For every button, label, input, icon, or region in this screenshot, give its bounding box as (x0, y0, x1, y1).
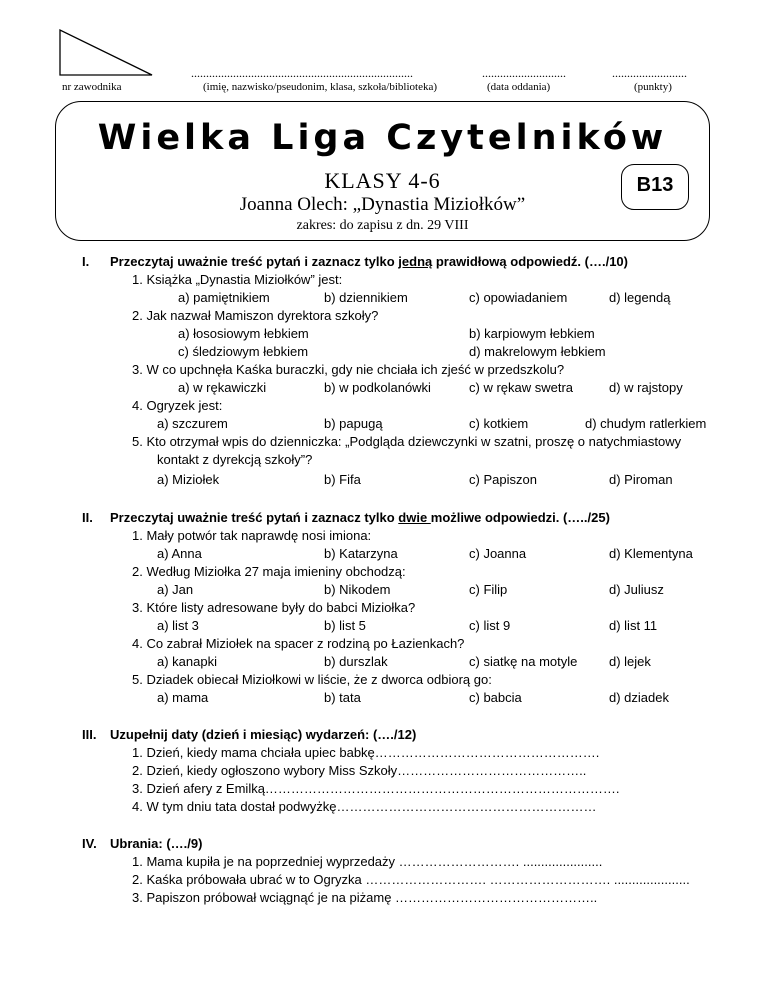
section2-number: II. (82, 510, 93, 525)
s2-q1-option-c[interactable]: c) Joanna (469, 546, 527, 561)
s2-q1-option-a[interactable]: a) Anna (157, 546, 202, 561)
s2-q1: 1. Mały potwór tak naprawdę nosi imiona: (132, 528, 372, 543)
s1-q1-option-c[interactable]: c) opowiadaniem (469, 290, 568, 305)
date-field-label: (data oddania) (487, 81, 551, 93)
s1-q1-option-a[interactable]: a) pamiętnikiem (178, 290, 270, 305)
page-title: Wielka Liga Czytelników (97, 118, 668, 158)
points-field-label: (punkty) (634, 81, 672, 93)
section3-instruction: Uzupełnij daty (dzień i miesiąc) wydarzeń: (…./12) (110, 727, 417, 742)
s1-q5-continued: kontakt z dyrekcją szkoły”? (157, 452, 313, 467)
s4-item-1[interactable]: 1. Mama kupiła je na poprzedniej wyprzedaży ………………………. ...................... (132, 854, 603, 869)
s1-q3-option-d[interactable]: d) w rajstopy (609, 380, 683, 395)
s3-item-1[interactable]: 1. Dzień, kiedy mama chciała upiec babkę……………………………………………. (132, 745, 600, 760)
contestant-number-label: nr zawodnika (62, 81, 122, 93)
s2-q3-option-d[interactable]: d) list 11 (609, 618, 658, 633)
s1-q2-option-c[interactable]: c) śledziowym łebkiem (178, 344, 309, 359)
s1-q2-option-d[interactable]: d) makrelowym łebkiem (469, 344, 606, 359)
corner-triangle-box (58, 28, 156, 78)
s2-q3-option-c[interactable]: c) list 9 (469, 618, 511, 633)
s1-q4-option-a[interactable]: a) szczurem (157, 416, 228, 431)
s2-q5-option-d[interactable]: d) dziadek (609, 690, 669, 705)
s1-q4: 4. Ogryzek jest: (132, 398, 223, 413)
s2-q1-option-d[interactable]: d) Klementyna (609, 546, 693, 561)
s1-q3-option-a[interactable]: a) w rękawiczki (178, 380, 267, 395)
s1-q2-option-a[interactable]: a) łososiowym łebkiem (178, 326, 309, 341)
s2-q1-option-b[interactable]: b) Katarzyna (324, 546, 398, 561)
s1-q3-option-c[interactable]: c) w rękaw swetra (469, 380, 574, 395)
s2-q4: 4. Co zabrał Miziołek na spacer z rodziną po Łazienkach? (132, 636, 465, 651)
s4-item-2[interactable]: 2. Kaśka próbowała ubrać w to Ogryzka ………………………. ………………………. ..................... (132, 872, 690, 887)
scope-note: zakres: do zapisu z dn. 29 VIII (296, 218, 469, 233)
s2-q2: 2. Według Miziołka 27 maja imieniny obchodzą: (132, 564, 406, 579)
s2-q2-option-d[interactable]: d) Juliusz (609, 582, 664, 597)
s1-q5-option-b[interactable]: b) Fifa (324, 472, 361, 487)
s3-item-3[interactable]: 3. Dzień afery z Emilką………………………………………………………………………. (132, 781, 620, 796)
s1-q2: 2. Jak nazwał Mamiszon dyrektora szkoły? (132, 308, 379, 323)
s1-q3: 3. W co upchnęła Kaśka buraczki, gdy nie chciała ich zjeść w przedszkolu? (132, 362, 565, 377)
code-badge-label: B13 (636, 174, 674, 196)
s1-q4-option-d[interactable]: d) chudym ratlerkiem (585, 416, 707, 431)
s1-q2-option-b[interactable]: b) karpiowym łebkiem (469, 326, 595, 341)
s2-q4-option-d[interactable]: d) lejek (609, 654, 651, 669)
s2-q2-option-a[interactable]: a) Jan (157, 582, 194, 597)
s2-q3: 3. Które listy adresowane były do babci Miziołka? (132, 600, 416, 615)
s2-q2-option-b[interactable]: b) Nikodem (324, 582, 391, 597)
s3-item-2[interactable]: 2. Dzień, kiedy ogłoszono wybory Miss Szkoły…………………………………….. (132, 763, 587, 778)
s1-q5: 5. Kto otrzymał wpis do dzienniczka: „Podgląda dziewczynki w szatni, proszę o natychmiastowy (132, 434, 682, 449)
section4-number: IV. (82, 836, 97, 851)
s2-q3-option-a[interactable]: a) list 3 (157, 618, 199, 633)
s1-q5-option-a[interactable]: a) Miziołek (157, 472, 220, 487)
section2-instruction: Przeczytaj uważnie treść pytań i zaznacz tylko dwie możliwe odpowiedzi. (…../25) (110, 510, 610, 525)
name-field-dots[interactable]: .......................................................................... (191, 66, 413, 80)
section3-number: III. (82, 727, 97, 742)
section4-instruction: Ubrania: (…./9) (110, 836, 203, 851)
s2-q4-option-a[interactable]: a) kanapki (157, 654, 217, 669)
s1-q3-option-b[interactable]: b) w podkolanówki (324, 380, 431, 395)
s4-item-3[interactable]: 3. Papiszon próbował wciągnąć je na piżamę ……………………………………….. (132, 890, 598, 905)
s2-q4-option-b[interactable]: b) durszlak (324, 654, 388, 669)
s3-item-4[interactable]: 4. W tym dniu tata dostał podwyżkę…………………………………………………… (132, 799, 597, 814)
s1-q4-option-c[interactable]: c) kotkiem (469, 416, 529, 431)
s1-q5-option-c[interactable]: c) Papiszon (469, 472, 537, 487)
name-field-label: (imię, nazwisko/pseudonim, klasa, szkoła/biblioteka) (203, 81, 438, 93)
points-field-dots[interactable]: ......................... (612, 66, 687, 80)
s2-q4-option-c[interactable]: c) siatkę na motyle (469, 654, 578, 669)
s2-q3-option-b[interactable]: b) list 5 (324, 618, 366, 633)
class-range: KLASY 4-6 (324, 168, 441, 193)
s2-q2-option-c[interactable]: c) Filip (469, 582, 508, 597)
s1-q1: 1. Książka „Dynastia Miziołków” jest: (132, 272, 343, 287)
date-field-dots[interactable]: ............................ (482, 66, 566, 80)
book-title: Joanna Olech: „Dynastia Miziołków” (239, 194, 526, 215)
s1-q1-option-b[interactable]: b) dziennikiem (324, 290, 408, 305)
section1-number: I. (82, 254, 90, 269)
s2-q5: 5. Dziadek obiecał Miziołkowi w liście, że z dworca odbiorą go: (132, 672, 492, 687)
s1-q4-option-b[interactable]: b) papugą (324, 416, 383, 431)
s1-q5-option-d[interactable]: d) Piroman (609, 472, 673, 487)
s2-q5-option-c[interactable]: c) babcia (469, 690, 522, 705)
s2-q5-option-b[interactable]: b) tata (324, 690, 361, 705)
s1-q1-option-d[interactable]: d) legendą (609, 290, 671, 305)
s2-q5-option-a[interactable]: a) mama (157, 690, 209, 705)
section1-instruction: Przeczytaj uważnie treść pytań i zaznacz tylko jedną prawidłową odpowiedź. (…./10) (110, 254, 628, 269)
